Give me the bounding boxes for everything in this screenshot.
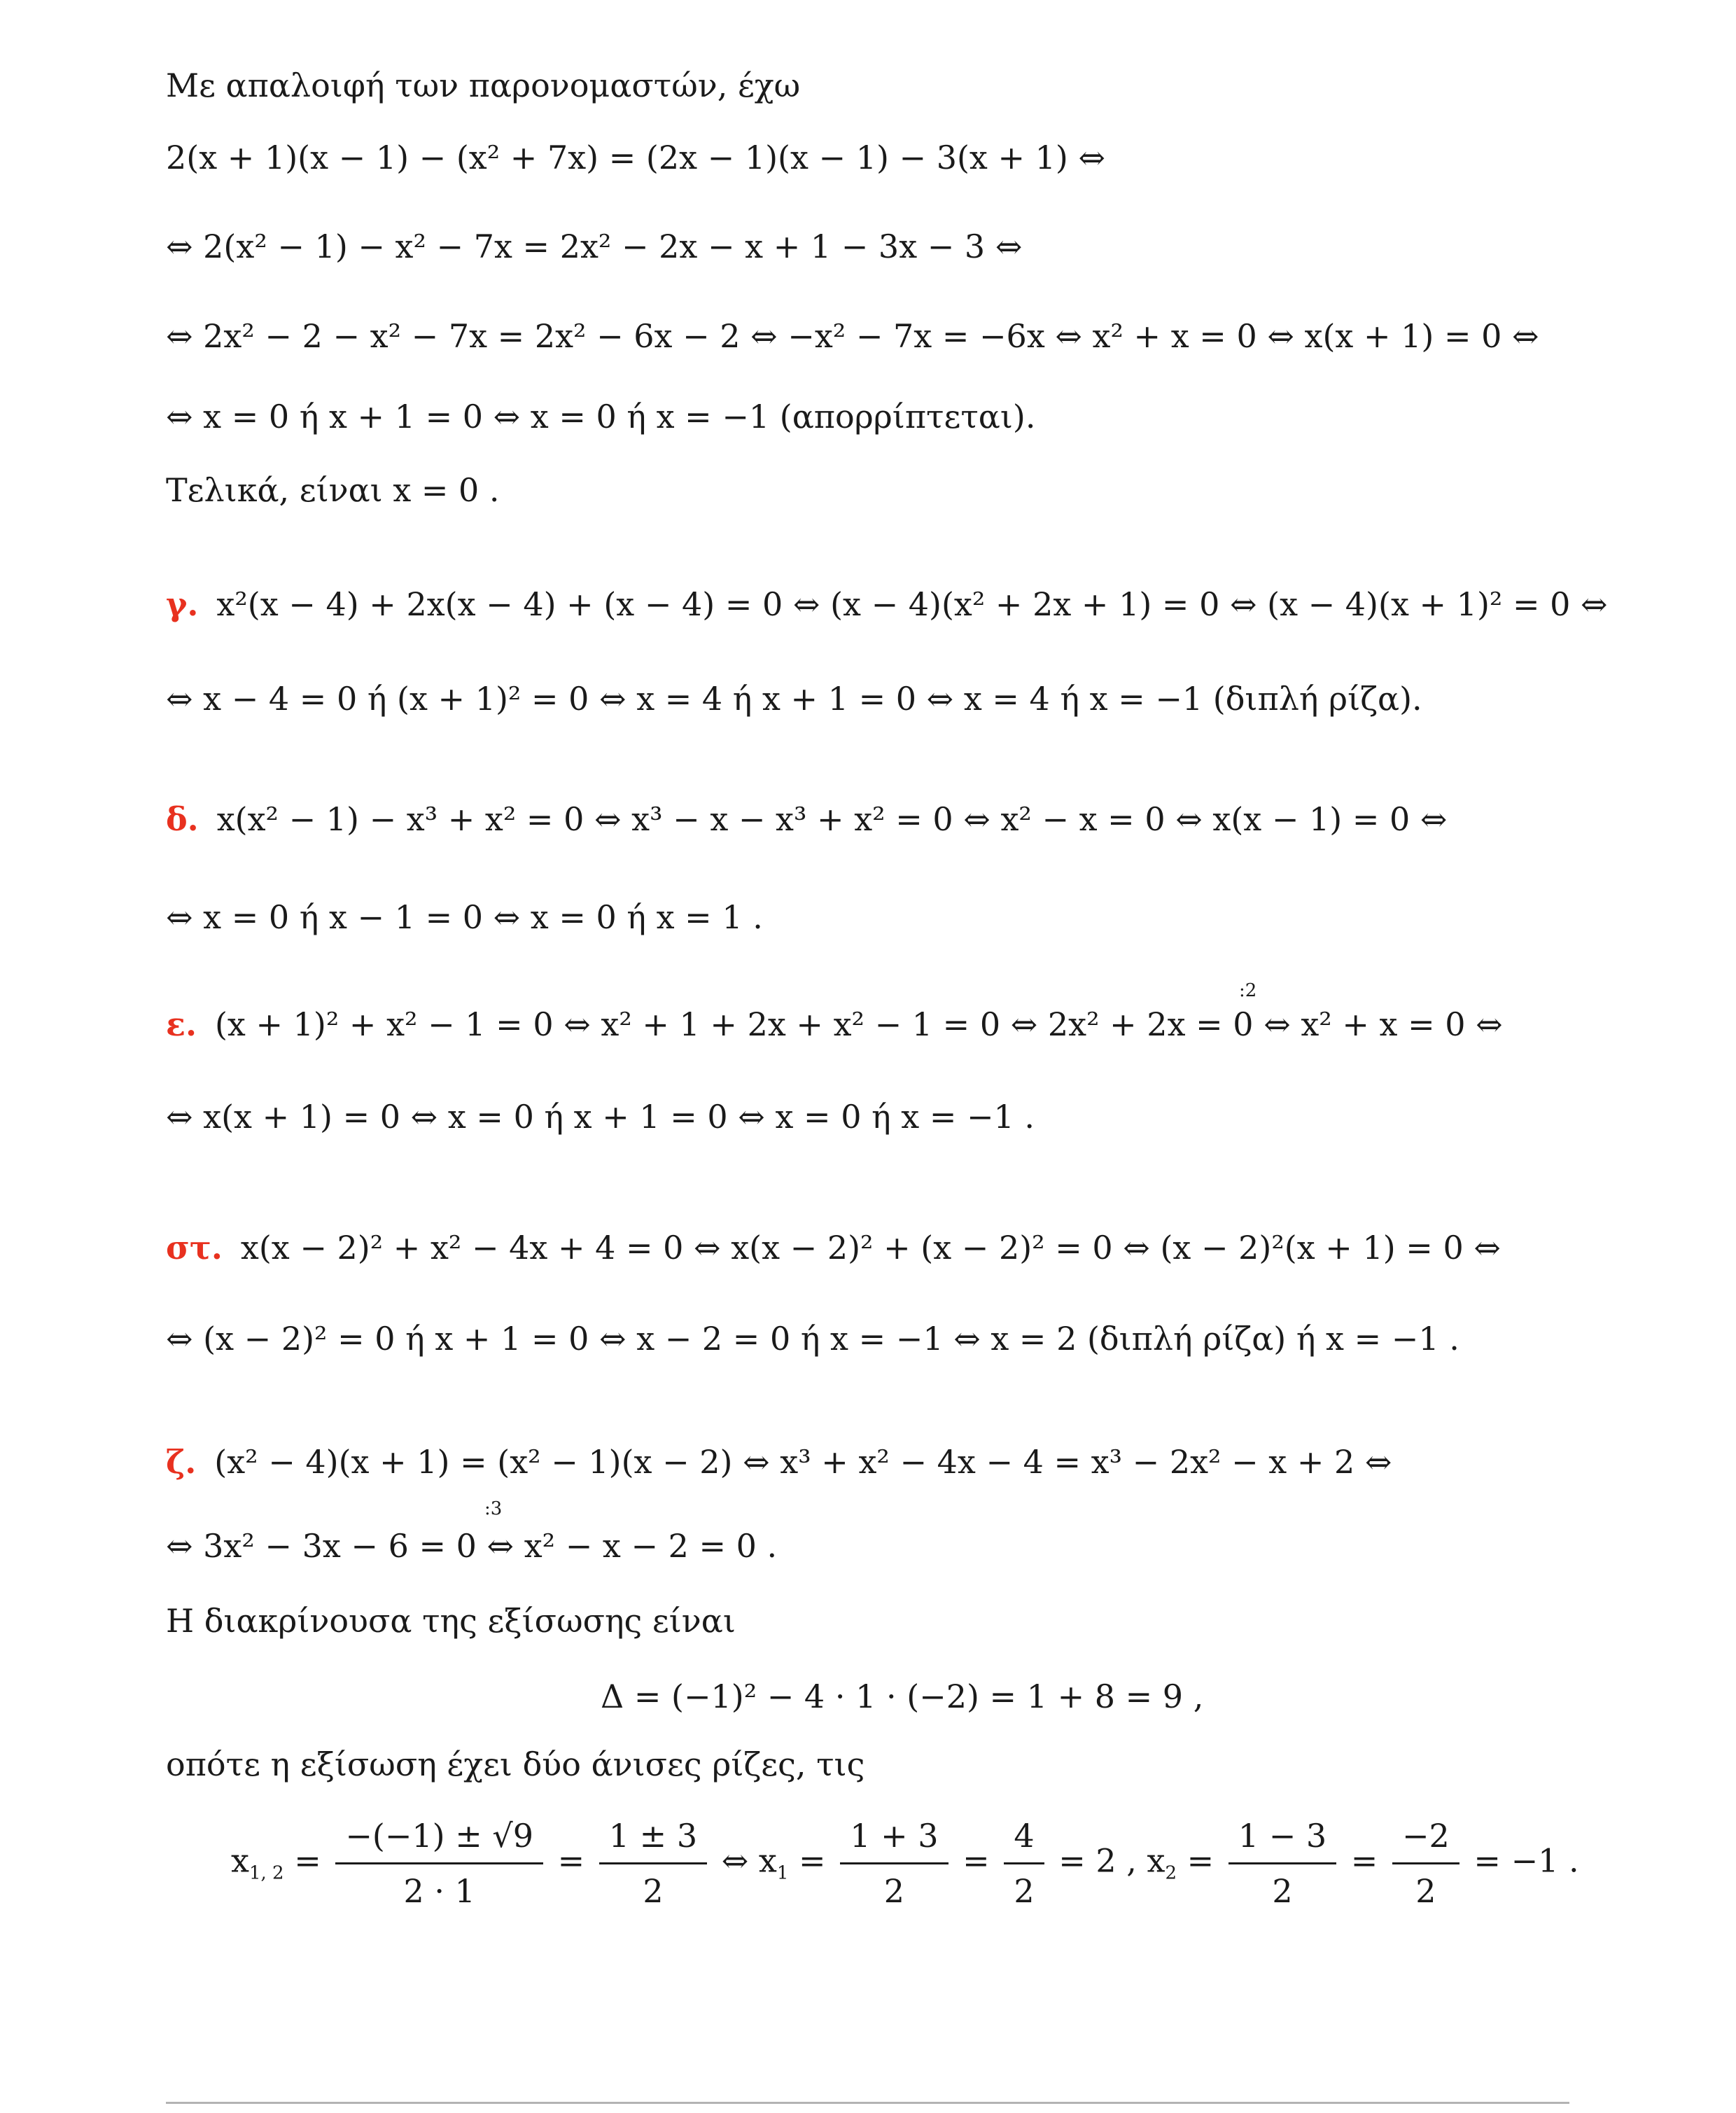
part-c-equation-1: x²(x − 4) + 2x(x − 4) + (x − 4) = 0 ⇔ (x − 4)(x² + 2x + 1) = 0 ⇔ (x − 4)(x + 1)² = 0 ⇔ <box>216 585 1608 623</box>
fraction-3-numerator: 1 + 3 <box>840 1813 948 1864</box>
x2-subscript: 2 <box>1165 1862 1177 1884</box>
equation-b-line-3: ⇔ 2x² − 2 − x² − 7x = 2x² − 6x − 2 ⇔ −x² − 7x = −6x ⇔ x² + x = 0 ⇔ x(x + 1) = 0 ⇔ <box>166 317 1539 355</box>
fraction-6 <box>1392 1813 1460 1913</box>
part-z-line-1 <box>166 1441 1392 1483</box>
part-d-equation-1: x(x² − 1) − x³ + x² = 0 ⇔ x³ − x − x³ + x² = 0 ⇔ x² − x = 0 ⇔ x(x − 1) = 0 ⇔ <box>216 800 1448 838</box>
part-z-label: ζ. <box>166 1443 197 1481</box>
fraction-2-denominator: 2 <box>643 1872 664 1910</box>
divide-by-3-annotation: :3 <box>484 1498 503 1519</box>
part-e-equation-1: (x + 1)² + x² − 1 = 0 ⇔ x² + 1 + 2x + x² − 1 = 0 ⇔ 2x² + 2x = 0 ⇔ x² + x = 0 ⇔ <box>214 1005 1503 1043</box>
part-d-line-2: ⇔ x = 0 ή x − 1 = 0 ⇔ x = 0 ή x = 1 . <box>166 898 763 936</box>
part-st-line-1 <box>166 1227 1501 1269</box>
fraction-6-denominator: 2 <box>1415 1872 1436 1910</box>
x2-symbol: x <box>1147 1841 1166 1880</box>
x2-value: = −1 . <box>1474 1841 1579 1880</box>
equals-sign-2: = <box>557 1841 585 1880</box>
fraction-1-denominator: 2 · 1 <box>403 1872 475 1910</box>
part-z-line-2: ⇔ 3x² − 3x − 6 = 0 ⇔ x² − x − 2 = 0 . <box>166 1527 778 1565</box>
fraction-4-denominator: 2 <box>1014 1872 1035 1910</box>
x12-symbol: x <box>231 1841 249 1880</box>
fraction-2 <box>599 1813 707 1913</box>
x1-subscript: 1 <box>776 1862 789 1884</box>
part-e-label: ε. <box>166 1005 197 1043</box>
x12-subscript: 1, 2 <box>248 1862 284 1884</box>
equals-sign-5: = <box>1186 1841 1214 1880</box>
divide-by-2-annotation: :2 <box>1239 980 1257 1001</box>
part-e-line-1 <box>166 1003 1503 1045</box>
fraction-3 <box>840 1813 948 1913</box>
part-c-line-1 <box>166 583 1608 625</box>
roots-formula <box>231 1813 1579 1913</box>
fraction-6-numerator: −2 <box>1392 1813 1460 1864</box>
conclusion-b: Τελικά, είναι x = 0 . <box>166 471 500 509</box>
fraction-4 <box>1004 1813 1044 1913</box>
fraction-4-numerator: 4 <box>1004 1813 1044 1864</box>
intro-text: Με απαλοιφή των παρονομαστών, έχω <box>166 67 801 104</box>
discriminant-equation: Δ = (−1)² − 4 · 1 · (−2) = 1 + 8 = 9 , <box>601 1678 1204 1715</box>
footer-divider <box>166 2102 1569 2104</box>
part-st-label: στ. <box>166 1229 223 1267</box>
equation-b-line-1: 2(x + 1)(x − 1) − (x² + 7x) = (2x − 1)(x − 1) − 3(x + 1) ⇔ <box>166 139 1106 176</box>
part-d-line-1 <box>166 798 1447 840</box>
equation-b-line-4: ⇔ x = 0 ή x + 1 = 0 ⇔ x = 0 ή x = −1 (απορρίπτεται). <box>166 398 1036 435</box>
fraction-1 <box>335 1813 543 1913</box>
fraction-5-numerator: 1 − 3 <box>1228 1813 1336 1864</box>
equals-sign-4: = <box>962 1841 990 1880</box>
roots-intro: οπότε η εξίσωση έχει δύο άνισες ρίζες, τις <box>166 1745 865 1783</box>
equation-b-line-2: ⇔ 2(x² − 1) − x² − 7x = 2x² − 2x − x + 1 − 3x − 3 ⇔ <box>166 228 1023 265</box>
part-c-label: γ. <box>166 585 199 623</box>
x1-value: = 2 , <box>1058 1841 1137 1880</box>
fraction-2-numerator: 1 ± 3 <box>599 1813 707 1864</box>
fraction-5 <box>1228 1813 1336 1913</box>
iff-x1: ⇔ x <box>721 1841 777 1880</box>
part-z-equation-1: (x² − 4)(x + 1) = (x² − 1)(x − 2) ⇔ x³ + x² − 4x − 4 = x³ − 2x² − x + 2 ⇔ <box>214 1443 1392 1481</box>
discriminant-intro: Η διακρίνουσα της εξίσωσης είναι <box>166 1602 736 1640</box>
equals-sign-3: = <box>799 1841 826 1880</box>
fraction-1-numerator: −(−1) ± √9 <box>335 1813 543 1864</box>
part-c-line-2: ⇔ x − 4 = 0 ή (x + 1)² = 0 ⇔ x = 4 ή x + 1 = 0 ⇔ x = 4 ή x = −1 (διπλή ρίζα). <box>166 680 1422 718</box>
equals-sign: = <box>294 1841 321 1880</box>
part-st-equation-1: x(x − 2)² + x² − 4x + 4 = 0 ⇔ x(x − 2)² + (x − 2)² = 0 ⇔ (x − 2)²(x + 1) = 0 ⇔ <box>240 1229 1501 1267</box>
part-st-line-2: ⇔ (x − 2)² = 0 ή x + 1 = 0 ⇔ x − 2 = 0 ή x = −1 ⇔ x = 2 (διπλή ρίζα) ή x = −1 . <box>166 1320 1460 1358</box>
part-d-label: δ. <box>166 800 199 838</box>
fraction-3-denominator: 2 <box>883 1872 904 1910</box>
equals-sign-6: = <box>1350 1841 1378 1880</box>
part-e-line-2: ⇔ x(x + 1) = 0 ⇔ x = 0 ή x + 1 = 0 ⇔ x = 0 ή x = −1 . <box>166 1098 1035 1136</box>
fraction-5-denominator: 2 <box>1272 1872 1293 1910</box>
